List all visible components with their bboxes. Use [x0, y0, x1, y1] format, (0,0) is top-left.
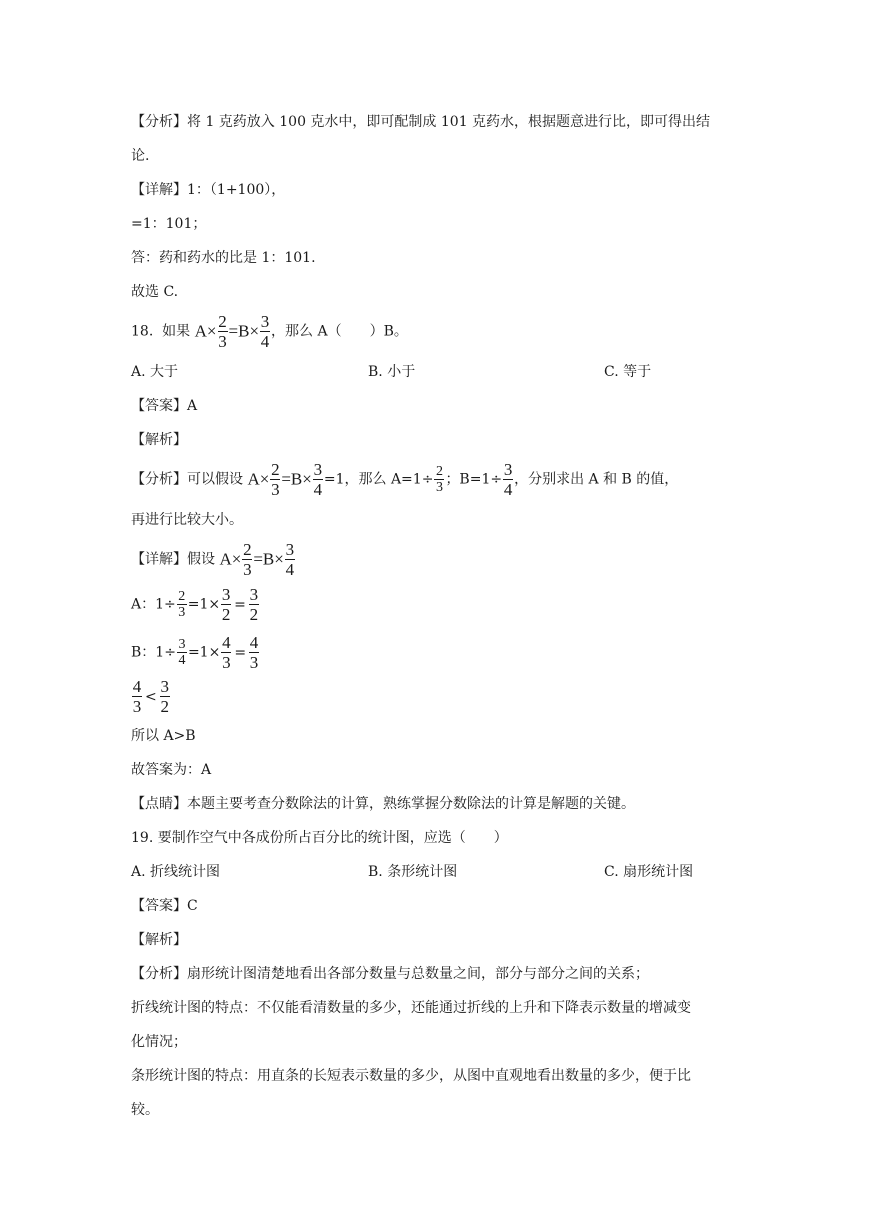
calc-b-prefix: B：1÷: [131, 644, 176, 661]
fraction-2-3-small: $\frac{2}{3}$: [435, 464, 443, 495]
q19-option-b: B. 条形统计图: [368, 864, 458, 880]
analysis-text-1: =1，那么 A=1÷: [323, 471, 434, 488]
q18-suffix: ，那么 A（ ）B。: [271, 323, 408, 340]
less-than-sign: <: [145, 688, 157, 705]
q19-answer: 【答案】C: [131, 898, 198, 914]
q18-answer: 【答案】A: [131, 398, 198, 414]
fraction-3-4: $\frac{3}{4}$: [313, 460, 323, 499]
q18-option-a: A. 大于: [131, 364, 179, 380]
equals-sign: =: [234, 596, 246, 613]
times-sign: ×: [302, 469, 312, 489]
q18-comment: 【点睛】本题主要考查分数除法的计算，熟练掌握分数除法的计算是解题的关键。: [131, 796, 635, 812]
analysis-prefix: 【分析】可以假设: [131, 471, 243, 488]
fraction-2-3-small: $\frac{2}{3}$: [178, 589, 186, 620]
fraction-2-3: $\frac{2}{3}$: [218, 312, 227, 351]
fraction-3-2: $\frac{3}{2}$: [221, 585, 231, 624]
fraction-2-3: $\frac{2}{3}$: [243, 540, 252, 579]
q18-number: 18.: [131, 323, 154, 340]
q18-calc-a: [131, 585, 260, 624]
times-sign: ×: [259, 469, 270, 489]
analysis-text-3: ，分别求出 A 和 B 的值，: [514, 471, 679, 488]
q18-stem: [131, 312, 408, 351]
var-b: B: [262, 549, 275, 569]
q18-option-b: B. 小于: [368, 364, 416, 380]
var-b: B: [238, 321, 250, 341]
fraction-3-2: $\frac{3}{2}$: [160, 677, 169, 716]
fraction-3-4: $\frac{3}{4}$: [260, 312, 270, 351]
q17-detail-line1: 【详解】1：（1+100），: [131, 182, 286, 198]
equals-sign: =: [253, 549, 263, 569]
var-a: A: [247, 469, 260, 489]
equals-sign: =: [228, 321, 239, 341]
calc-a-prefix: A：1÷: [131, 596, 176, 613]
q19-analysis-line3: 化情况；: [131, 1034, 187, 1050]
q17-detail-line2: =1：101；: [131, 216, 207, 232]
q19-option-a: A. 折线统计图: [131, 864, 221, 880]
times-sign: ×: [249, 321, 260, 341]
times-sign: ×: [231, 549, 242, 569]
q18-jiexi-heading: 【解析】: [131, 432, 187, 448]
q18-detail-line1: [131, 540, 296, 579]
var-a: A: [219, 549, 232, 569]
q19-analysis-line5: 较。: [131, 1102, 159, 1118]
times-sign: ×: [206, 321, 217, 341]
equals-one-times: =1×: [187, 644, 221, 661]
fraction-2-3: $\frac{2}{3}$: [271, 460, 280, 499]
q17-conclusion: 故选 C.: [131, 284, 179, 300]
fraction-3-2: $\frac{3}{2}$: [249, 585, 259, 624]
fraction-4-3: $\frac{4}{3}$: [249, 633, 259, 672]
detail-prefix: 【详解】假设: [131, 551, 215, 568]
equals-sign: =: [281, 469, 291, 489]
fraction-3-4: $\frac{3}{4}$: [285, 540, 295, 579]
q19-analysis-line1: 【分析】扇形统计图清楚地看出各部分数量与总数量之间，部分与部分之间的关系；: [131, 966, 649, 982]
q17-analysis-line2: 论.: [131, 148, 150, 164]
equals-sign: =: [234, 644, 247, 661]
q18-option-c: C. 等于: [604, 364, 652, 380]
q18-calc-b: [131, 633, 260, 672]
q19-stem: 19. 要制作空气中各成份所占百分比的统计图，应选（ ）: [131, 830, 508, 846]
fraction-3-4-small: $\frac{3}{4}$: [178, 637, 186, 668]
q18-prefix: 如果: [162, 323, 191, 340]
equals-one-times: =1×: [187, 596, 221, 613]
fraction-4-3: $\frac{4}{3}$: [132, 677, 142, 716]
fraction-4-3: $\frac{4}{3}$: [222, 633, 231, 672]
q18-so: 所以 A>B: [131, 728, 196, 744]
analysis-text-2: ；B=1÷: [445, 471, 503, 488]
q17-analysis-line1: 【分析】将 1 克药放入 100 克水中，即可配制成 101 克药水，根据题意进行比，即可得出结: [131, 114, 711, 130]
q18-final: 故答案为：A: [131, 762, 212, 778]
fraction-3-4: $\frac{3}{4}$: [503, 460, 513, 499]
q19-analysis-line4: 条形统计图的特点：用直条的长短表示数量的多少，从图中直观地看出数量的多少，便于比: [131, 1068, 691, 1084]
q18-analysis-line1: [131, 460, 678, 499]
q18-analysis-line2: 再进行比较大小。: [131, 512, 243, 528]
q18-compare: [131, 677, 171, 716]
var-a: A: [194, 321, 207, 341]
q17-detail-line3: 答：药和药水的比是 1：101.: [131, 250, 316, 266]
var-b: B: [290, 469, 303, 489]
q19-option-c: C. 扇形统计图: [604, 864, 694, 880]
q19-jiexi-heading: 【解析】: [131, 932, 187, 948]
times-sign: ×: [274, 549, 284, 569]
q19-analysis-line2: 折线统计图的特点：不仅能看清数量的多少，还能通过折线的上升和下降表示数量的增减变: [131, 1000, 691, 1016]
